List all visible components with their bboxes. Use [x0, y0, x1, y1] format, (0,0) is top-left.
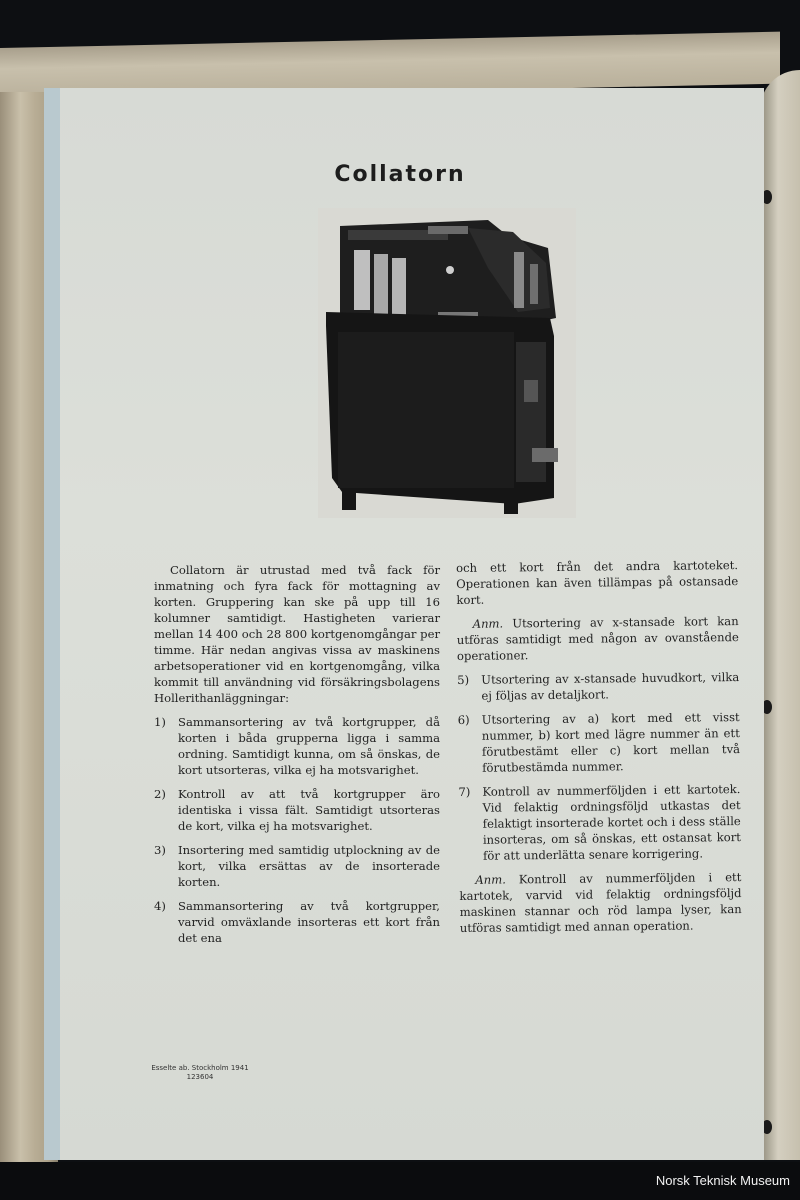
collator-machine-photo: [318, 208, 576, 518]
continuation-paragraph: och ett kort från det andra kartoteket. Operationen kan även tillämpas på ostansade kort.: [456, 558, 739, 607]
collator-machine-illustration: [318, 208, 576, 518]
list-text: Utsortering av x-stansade huvudkort, vilka ej följas av detaljkort.: [481, 670, 740, 703]
right-text-column: [456, 557, 742, 944]
list-item: [154, 714, 440, 778]
list-number: 3): [154, 843, 166, 857]
note-text: Utsortering av x-stansade kort kan utföras samtidigt med någon av ovanstående operationer.: [456, 614, 739, 663]
list-number: 6): [457, 712, 470, 727]
list-item: [458, 709, 741, 776]
list-text: Kontroll av att två kortgrupper äro identiska i vissa fält. Samtidigt utsorteras de kort, vilka ej ha motsvarighet.: [178, 787, 440, 833]
list-item: [154, 786, 440, 834]
list-text: Insortering med samtidig utplockning av de kort, vilka ersättas av de insorterade korten.: [178, 843, 440, 889]
next-page-edge: [760, 70, 800, 1160]
list-text: Kontroll av nummerföljden i ett kartotek. Vid felaktig ordningsföljd utkastas det felaktigt insorterade kortet och i dess ställe insorteras, om så önskas, ett ostansat kort för att underlätta senare korrigering.: [482, 782, 741, 863]
list-item: [154, 842, 440, 890]
list-number: 5): [457, 672, 470, 687]
list-item: [458, 781, 741, 864]
imprint-line: Esselte ab. Stockholm 1941: [151, 1064, 249, 1072]
list-text: Sammansortering av två kortgrupper, då korten i båda grupperna ligga i samma ordning. Samtidigt kunna, om så önskas, de kort utsorteras, vilka ej ha motsvarighet.: [178, 715, 440, 777]
note-label: Anm.: [472, 616, 504, 631]
list-number: 7): [458, 784, 471, 799]
note-paragraph: [457, 613, 739, 664]
page-title: Collatorn: [334, 162, 466, 187]
list-number: 2): [154, 787, 166, 801]
list-item: [154, 898, 440, 946]
list-number: 1): [154, 715, 166, 729]
imprint-number: 123604: [186, 1073, 214, 1081]
list-text: Sammansortering av två kortgrupper, varvid omväxlande insorteras ett kort från det ena: [178, 899, 440, 945]
list-number: 4): [154, 899, 166, 913]
left-text-column: [154, 562, 440, 954]
printer-imprint: [140, 1064, 260, 1082]
note-paragraph: [459, 869, 742, 936]
note-text: Kontroll av nummerföljden i ett kartotek, varvid vid felaktig ordningsföljd maskinen stannar och röd lampa lyser, kan utföras samtidigt med annan operation.: [459, 870, 742, 935]
museum-credit: Norsk Teknisk Museum: [655, 1173, 790, 1188]
list-text: Utsortering av a) kort med ett visst nummer, b) kort med lägre nummer än ett förutbestämt eller c) kort mellan två förutbestämda nummer.: [481, 710, 741, 775]
note-label: Anm.: [475, 872, 506, 887]
intro-paragraph: Collatorn är utrustad med två fack för inmatning och fyra fack för mottagning av korten. Gruppering kan ske på upp till 16 kolumner samtidigt. Hastigheten varierar mellan 14 400 och 28 800 kortgenomgångar per timme. Här nedan angivas vissa av maskinens arbetsoperationer vid en kortgenomgång, vilka kommit till användning vid försäkringsbolagens Hollerithanläggningar:: [154, 563, 440, 705]
list-item: [457, 669, 739, 704]
